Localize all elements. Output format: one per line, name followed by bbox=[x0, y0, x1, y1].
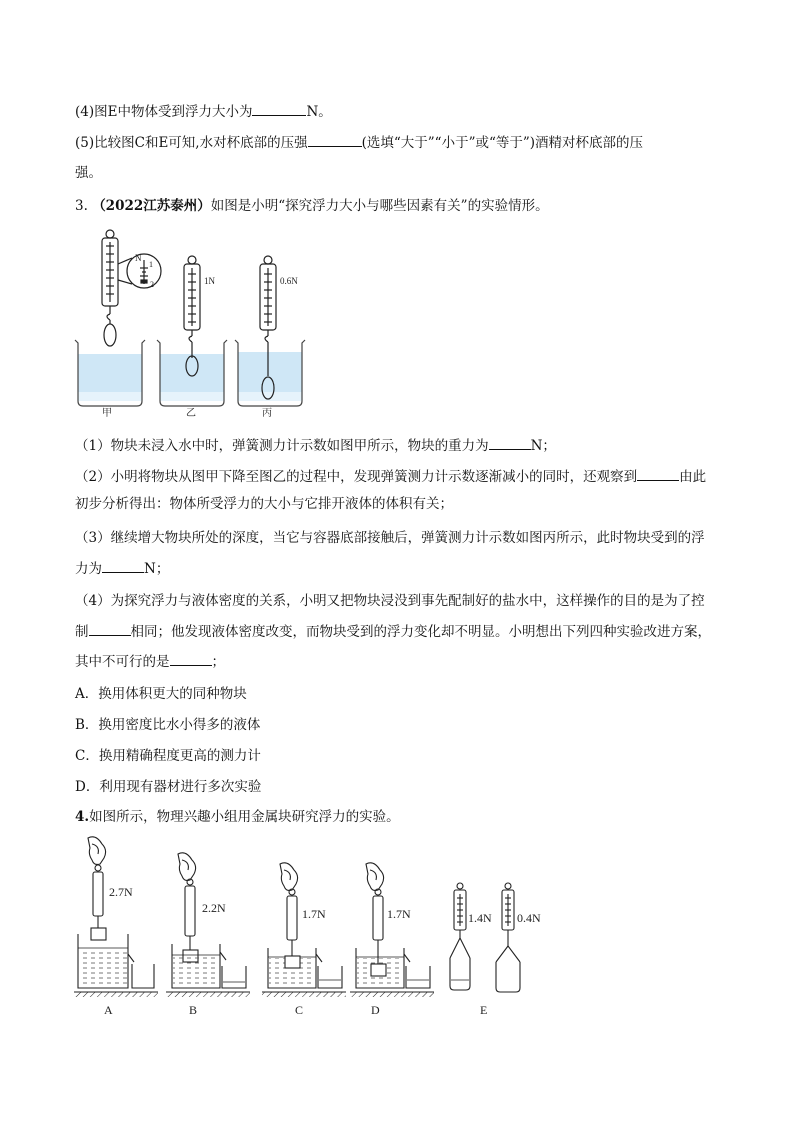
label-bing: 丙 bbox=[262, 408, 272, 419]
q3-option-b[interactable]: B．换用密度比水小得多的液体 bbox=[75, 717, 261, 733]
q4-label-c: C bbox=[295, 1003, 304, 1017]
q4-label-b: B bbox=[189, 1003, 198, 1017]
answer-blank[interactable] bbox=[170, 651, 212, 666]
beaker-a bbox=[75, 340, 145, 406]
answer-blank[interactable] bbox=[102, 558, 144, 573]
q3-option-d[interactable]: D．利用现有器材进行多次实验 bbox=[75, 779, 262, 795]
q2-item-4 bbox=[75, 101, 725, 122]
q4-reading-b: 2.2N bbox=[202, 901, 226, 915]
q4-reading-e2: 0.4N bbox=[517, 911, 541, 925]
q3-option-a[interactable]: A．换用体积更大的同种物块 bbox=[75, 686, 247, 702]
answer-blank[interactable] bbox=[637, 466, 679, 481]
q3-part-1-unit: N； bbox=[530, 438, 556, 454]
q3-part-3-text: 力为 bbox=[75, 561, 102, 577]
q4-stem-text: 如图所示，物理兴趣小组用金属块研究浮力的实验。 bbox=[89, 809, 400, 825]
q2-item-5 bbox=[75, 132, 725, 153]
reading-c: 0.6N bbox=[280, 276, 298, 286]
q3-number: 3. bbox=[75, 198, 88, 214]
answer-blank[interactable] bbox=[308, 132, 362, 147]
q4-reading-d: 1.7N bbox=[387, 907, 411, 921]
q3-part-2 bbox=[75, 466, 725, 487]
q4-label-d: D bbox=[371, 1003, 380, 1017]
answer-blank[interactable] bbox=[489, 435, 531, 450]
q2-item-5-text-cont: (选填“大于”“小于”或“等于”)酒精对杯底部的压 bbox=[361, 135, 644, 151]
panel-a bbox=[74, 837, 158, 997]
q3-part-2-text: （2）小明将物块从图甲下降至图乙的过程中，发现弹簧测力计示数逐渐减小的同时，还观察到 bbox=[75, 469, 638, 485]
q3-option-c[interactable]: C．换用精确程度更高的测力计 bbox=[75, 748, 261, 764]
panel-d bbox=[350, 863, 434, 997]
answer-blank[interactable] bbox=[252, 101, 306, 116]
label-jia: 甲 bbox=[102, 408, 112, 419]
q2-item-5-text: (5)比较图C和E可知,水对杯底部的压强 bbox=[75, 135, 308, 151]
inset-tick-1: 1 bbox=[149, 260, 153, 269]
label-yi: 乙 bbox=[186, 408, 196, 419]
q3-part-4-text-mid: 相同；他发现液体密度改变，而物块受到的浮力变化却不明显。小明想出下列四种实验改进方案， bbox=[130, 624, 711, 640]
q3-part-3-unit: N； bbox=[144, 561, 170, 577]
q4-number: 4. bbox=[75, 809, 90, 825]
q3-part-1 bbox=[75, 435, 725, 456]
q3-part-1-text: （1）物块未浸入水中时，弹簧测力计示数如图甲所示，物块的重力为 bbox=[75, 438, 489, 454]
q3-part-4-text: 制 bbox=[75, 624, 89, 640]
q3-figure bbox=[72, 224, 322, 420]
q4-reading-e1: 1.4N bbox=[468, 911, 492, 925]
q2-item-4-text: (4)图E中物体受到浮力大小为 bbox=[75, 104, 253, 120]
answer-blank[interactable] bbox=[89, 621, 131, 636]
q3-part-2-cont: 初步分析得出：物体所受浮力的大小与它排开液体的体积有关； bbox=[75, 496, 453, 512]
q3-part-4-line2 bbox=[75, 621, 725, 642]
q4-label-e: E bbox=[480, 1003, 488, 1017]
q3-part-2-text-tail: 由此 bbox=[679, 469, 707, 485]
q3-part-4-line1: （4）为探究浮力与液体密度的关系，小明又把物块浸没到事先配制好的盐水中，这样操作的目的是为了控 bbox=[75, 593, 705, 609]
q3-part-3-line2 bbox=[75, 558, 725, 579]
q4-label-a: A bbox=[104, 1003, 113, 1017]
q2-item-4-unit: N。 bbox=[306, 104, 332, 120]
q4-reading-c: 1.7N bbox=[302, 907, 326, 921]
panel-b bbox=[166, 853, 250, 997]
beaker-c bbox=[235, 340, 305, 406]
q2-item-5-cont: 强。 bbox=[75, 165, 102, 181]
q4-figure bbox=[74, 836, 574, 1020]
q4-stem bbox=[75, 807, 725, 827]
q3-stem bbox=[75, 196, 725, 216]
q3-part-4-line3 bbox=[75, 651, 725, 672]
inset-unit-label: N bbox=[135, 253, 142, 263]
inset-tick-2: 2 bbox=[150, 280, 154, 289]
q3-stem-text: 如图是小明“探究浮力大小与哪些因素有关”的实验情形。 bbox=[210, 198, 549, 214]
q3-source: （2022江苏泰州） bbox=[92, 198, 211, 214]
reading-b: 1N bbox=[204, 276, 215, 286]
panel-e bbox=[450, 883, 520, 992]
q3-part-3-line1: （3）继续增大物块所处的深度，当它与容器底部接触后，弹簧测力计示数如图丙所示，此时物块受到的浮 bbox=[75, 530, 705, 546]
q4-reading-a: 2.7N bbox=[109, 885, 133, 899]
q3-part-4-text-2: 其中不可行的是 bbox=[75, 654, 170, 670]
q3-part-4-end: ； bbox=[211, 654, 225, 670]
panel-c bbox=[262, 863, 346, 997]
